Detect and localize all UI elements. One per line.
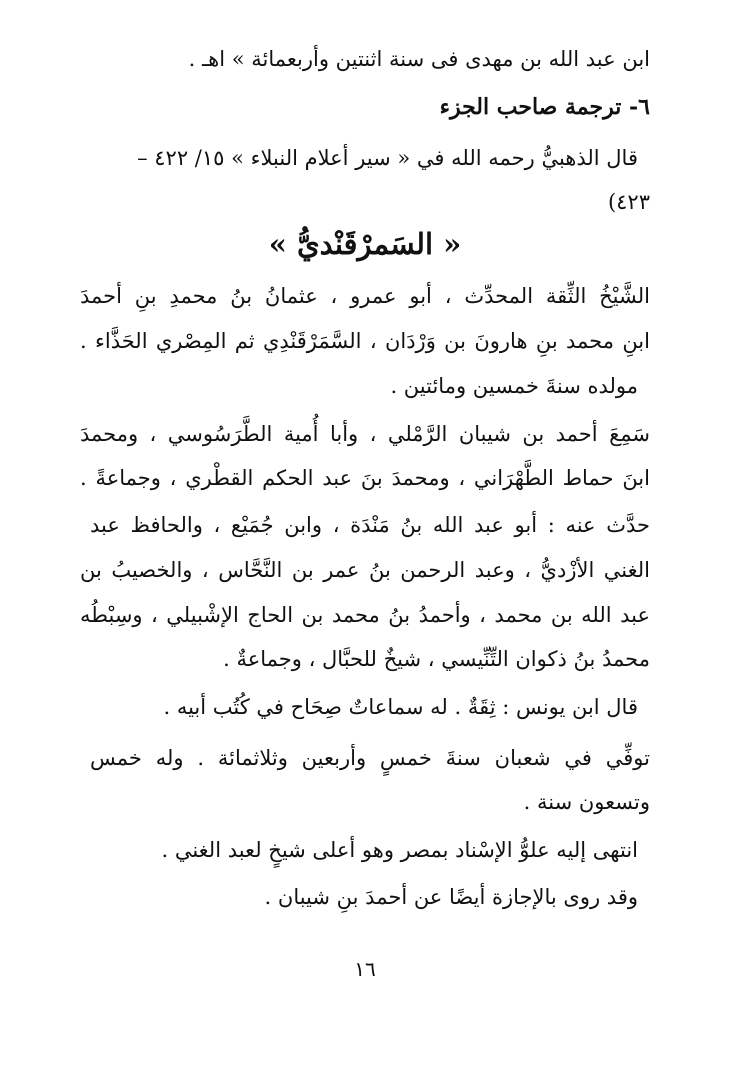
- continuation-line: ابن عبد الله بن مهدى فى سنة اثنتين وأربعمائة » اهـ .: [188, 47, 650, 71]
- body-line: الشَّيْخُ الثِّقة المحدِّث ، أبو عمرو ، عثمانُ بنُ محمدِ بنِ أحمدَ: [80, 284, 650, 308]
- source-citation-line-2: ٤٢٣): [607, 190, 650, 214]
- biography-title: « السَمرْقَنْديُّ »: [268, 227, 462, 261]
- body-line: وتسعون سنة .: [523, 790, 650, 814]
- body-line: توفِّي في شعبان سنةَ خمسٍ وأربعين وثلاثمائة . وله خمس: [90, 746, 650, 770]
- body-line: انتهى إليه علوُّ الإسْناد بمصر وهو أعلى شيخٍ لعبد الغني .: [161, 838, 638, 862]
- body-line: سَمِعَ أحمد بن شيبان الرَّمْلي ، وأبا أُمية الطَّرَسُوسي ، ومحمدَ: [80, 422, 650, 446]
- body-line: حدَّث عنه : أبو عبد الله بنُ مَنْدَة ، وابن جُمَيْع ، والحافظ عبد: [90, 513, 650, 537]
- body-line: مولده سنةَ خمسين ومائتين .: [390, 374, 638, 398]
- source-citation-line-1: قال الذهبيُّ رحمه الله في « سير أعلام النبلاء » ١٥/ ٤٢٢ –: [137, 146, 638, 170]
- body-line: الغني الأزْديُّ ، وعبد الرحمن بنُ عمر بن النَّحَّاس ، والخصيبُ بن: [80, 558, 650, 582]
- body-line: قال ابن يونس : ثِقَةٌ . له سماعاتٌ صِحَاح في كُتُب أبيه .: [163, 695, 638, 719]
- body-line: ابنِ محمد بنِ هارونَ بن وَرْدَان ، السَّمَرْقَنْدِي ثم المِصْري الحَذَّاء .: [80, 329, 650, 353]
- body-line: محمدُ بنُ ذكوان التِّنِّيسي ، شيخٌ للحبَّال ، وجماعةٌ .: [223, 647, 650, 671]
- body-line: وقد روى بالإجازة أيضًا عن أحمدَ بنِ شيبان .: [264, 885, 638, 909]
- page-number: ١٦: [354, 957, 376, 981]
- section-heading: ٦- ترجمة صاحب الجزء: [439, 94, 650, 120]
- body-line: عبد الله بن محمد ، وأحمدُ بنُ محمد بن الحاج الإشْبيلي ، وسِبْطُه: [80, 603, 650, 627]
- body-line: ابنَ حماط الطَّهْرَاني ، ومحمدَ بنَ عبد الحكم القطْري ، وجماعةً .: [80, 466, 650, 490]
